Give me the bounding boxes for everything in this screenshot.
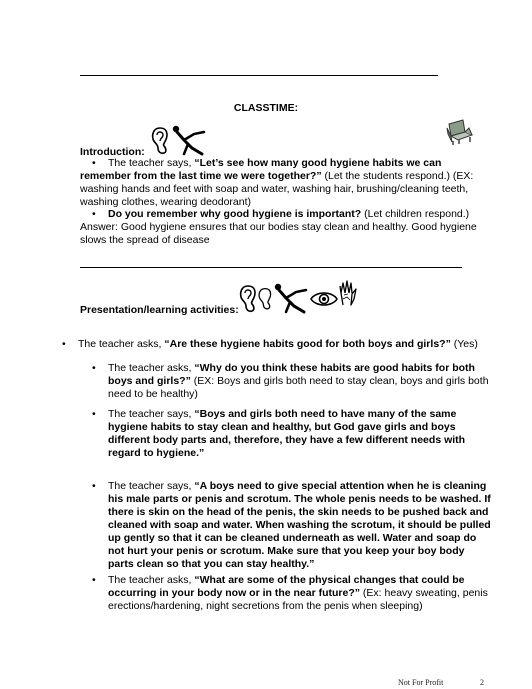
s2-lead: The teacher says, — [108, 408, 195, 420]
intro-b2-tail: (Let children respond.) Answer: Good hygiene ensures that our bodies stay clean and healthy. Good hygiene slows the spread of disease — [80, 208, 477, 246]
intro-b1-tail: (Let the students respond.) (EX: washing hands and feet with soap and water, washing hair, brushing/cleaning teeth, washing clothes, wearing deodorant) — [80, 170, 474, 208]
intro-b1-quote: “Let’s see how many good hygiene habits we can remember from the last time we were together?” — [80, 157, 442, 182]
bullet: • — [92, 408, 96, 420]
stretching-figure-icon — [272, 282, 310, 314]
s4-quote: “What are some of the physical changes that could be occurring in your body now or in the near future?” — [108, 574, 465, 599]
intro-b2-quote: Do you remember why good hygiene is important? — [108, 208, 362, 220]
main-tail: (Yes) — [450, 338, 478, 350]
sub-bullet-1 — [92, 362, 493, 401]
bullet: • — [92, 362, 96, 374]
eye-icon — [310, 290, 338, 308]
sub-bullet-3 — [92, 480, 493, 571]
s4-tail: (Ex: heavy sweating, penis erections/hardening, night secretions from the penis when sleeping) — [108, 587, 488, 612]
sub-bullet-4 — [92, 574, 493, 613]
s2-quote: “Boys and girls both need to have many of the same hygiene habits to stay clean and healthy, but God gave girls and boys different body parts and, therefore, they have a few different needs with regard to hygiene.” — [108, 408, 466, 459]
main-quote: “Are these hygiene habits good for both boys and girls?” — [164, 338, 451, 350]
s3-lead: The teacher says, — [108, 480, 195, 492]
sub-bullet-2 — [92, 408, 493, 460]
page-title: CLASSTIME: — [233, 102, 299, 114]
top-rule — [80, 75, 438, 76]
intro-label: Introduction: — [80, 146, 145, 158]
s1-lead: The teacher asks, — [108, 362, 195, 374]
ear-icon — [238, 284, 258, 314]
intro-b1-lead: The teacher says, — [108, 157, 195, 169]
hand-icon — [338, 279, 358, 307]
presentation-label: Presentation/learning activities: — [80, 304, 239, 316]
intro-bullet-2 — [80, 208, 492, 247]
middle-rule — [80, 267, 462, 268]
s1-quote: “Why do you think these habits are good habits for both boys and girls?” — [108, 362, 475, 387]
bullet: • — [92, 208, 96, 220]
bullet: • — [62, 338, 66, 350]
armchair-icon — [445, 118, 475, 146]
main-lead: The teacher asks, — [78, 338, 165, 350]
bullet: • — [92, 574, 96, 586]
s1-tail: (EX: Boys and girls both need to stay clean, boys and girls both need to be healthy) — [108, 375, 489, 400]
bullet: • — [92, 157, 96, 169]
s3-quote: “A boys need to give special attention when he is cleaning his male parts or penis and scrotum. The whole penis needs to be washed. If there is skin on the head of the penis, the skin needs to be pushed back and cleaned with soap and water. When washing the scrotum, it should be pulled up gently so that it can be cleaned underneath as well. Water and soap do not hurt your penis or scrotum. Make sure that you keep your boy body parts clean so that you can stay healthy.” — [108, 480, 491, 570]
intro-bullet-1 — [80, 157, 492, 209]
stretching-figure-icon — [170, 124, 208, 156]
page-number: 2 — [480, 678, 484, 687]
bullet: • — [92, 480, 96, 492]
presentation-main-bullet — [62, 338, 498, 351]
ear-icon — [257, 284, 273, 314]
ear-icon — [150, 126, 170, 156]
s4-lead: The teacher asks, — [108, 574, 195, 586]
footer-label: Not For Profit — [398, 678, 444, 687]
